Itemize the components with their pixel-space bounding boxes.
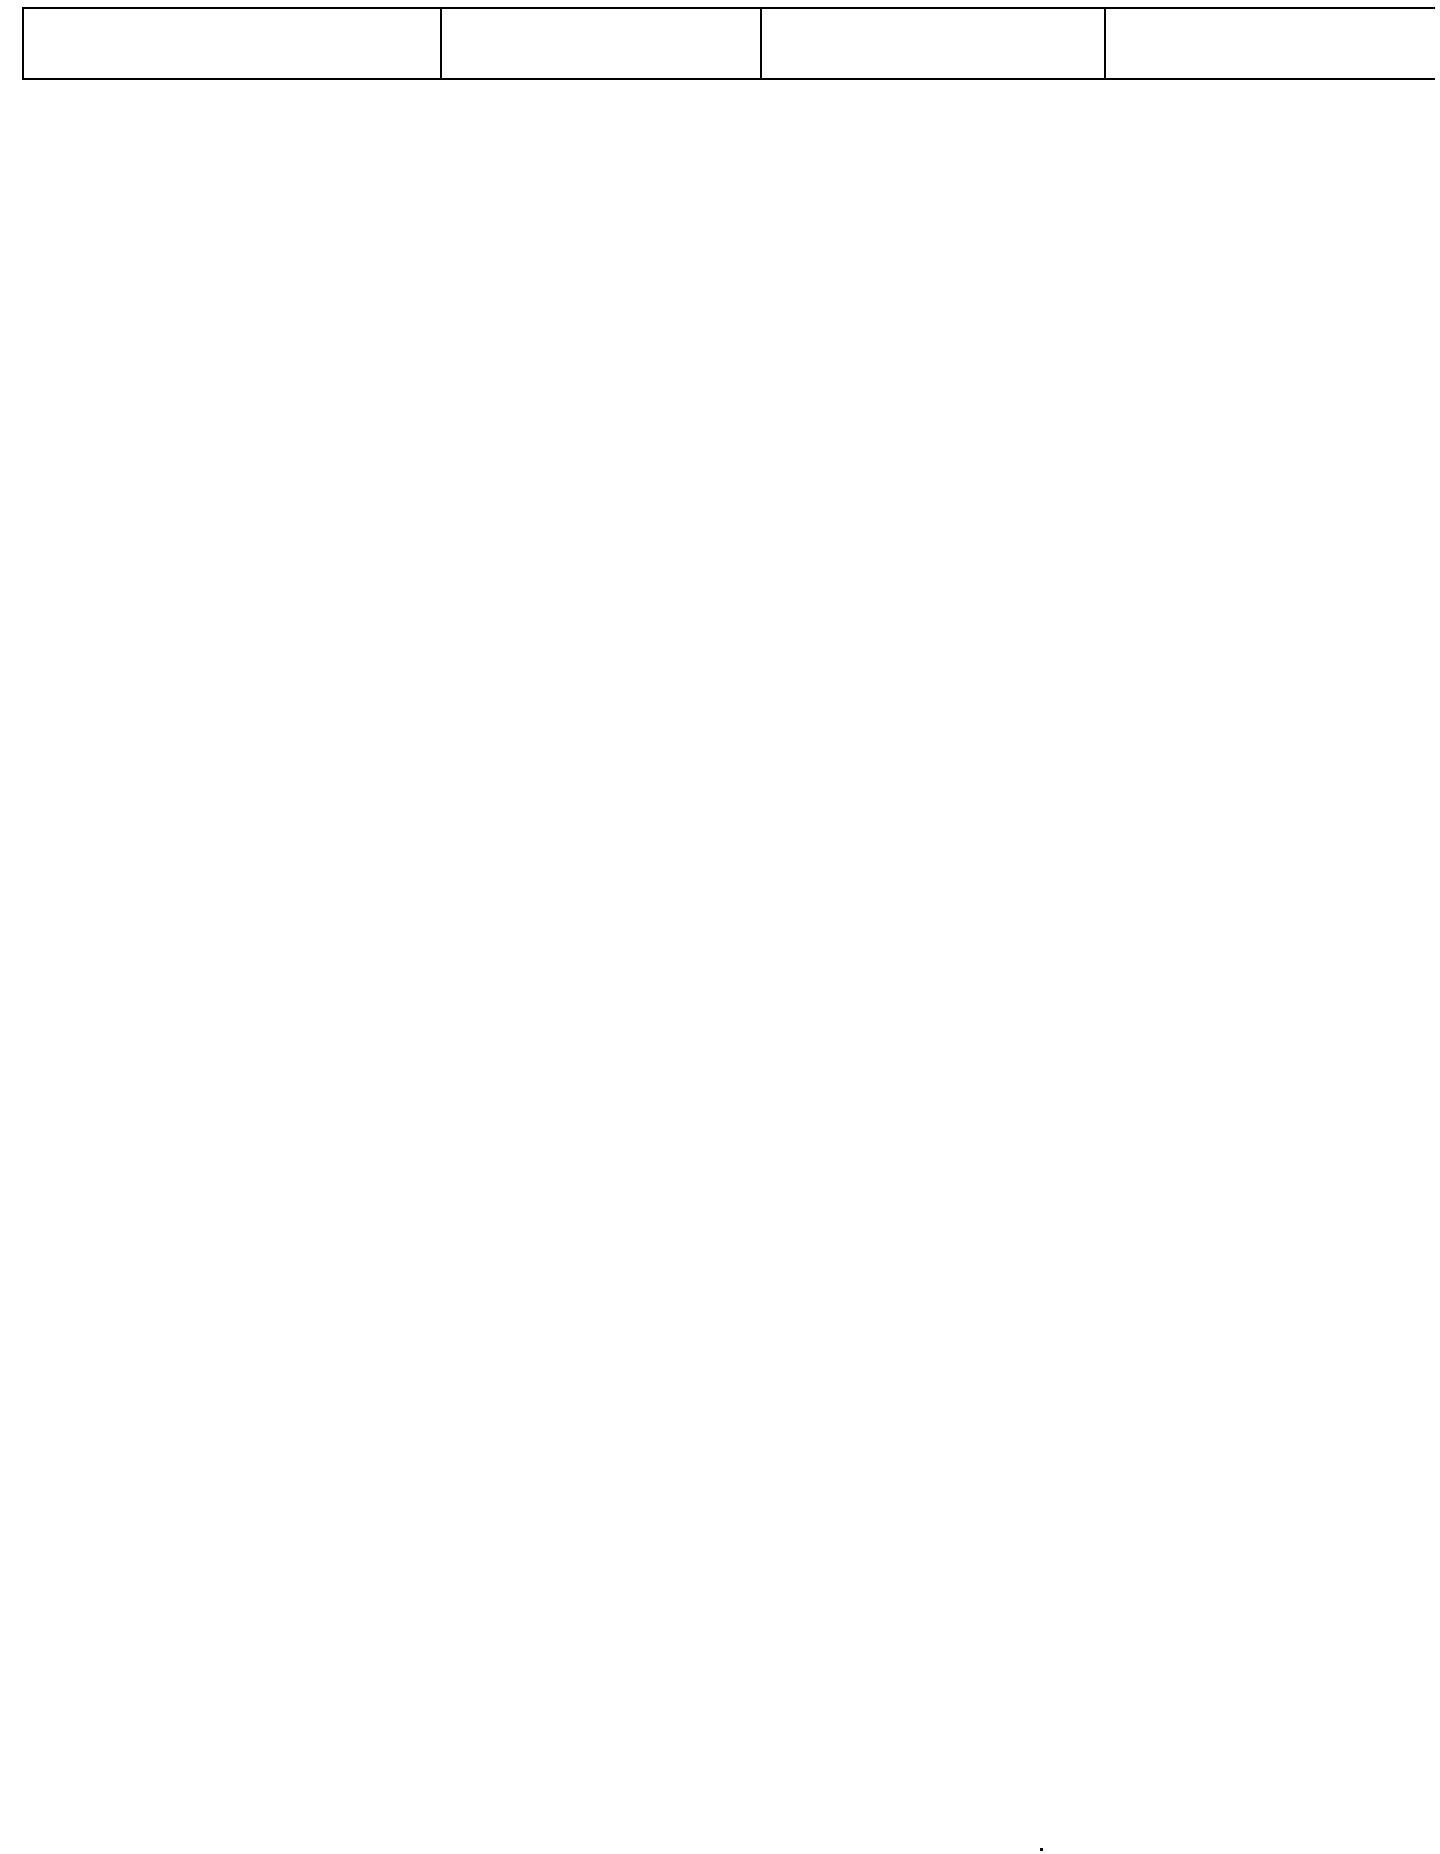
header-upshifts-d4-d3 bbox=[761, 8, 1105, 79]
header-parameter bbox=[23, 8, 441, 79]
header-park-idle bbox=[441, 8, 761, 79]
table-header-row bbox=[23, 8, 1435, 79]
stray-mark bbox=[1040, 1848, 1043, 1851]
tech1-parameter-table bbox=[22, 7, 1435, 80]
header-upshifts-d2-d1 bbox=[1105, 8, 1435, 79]
